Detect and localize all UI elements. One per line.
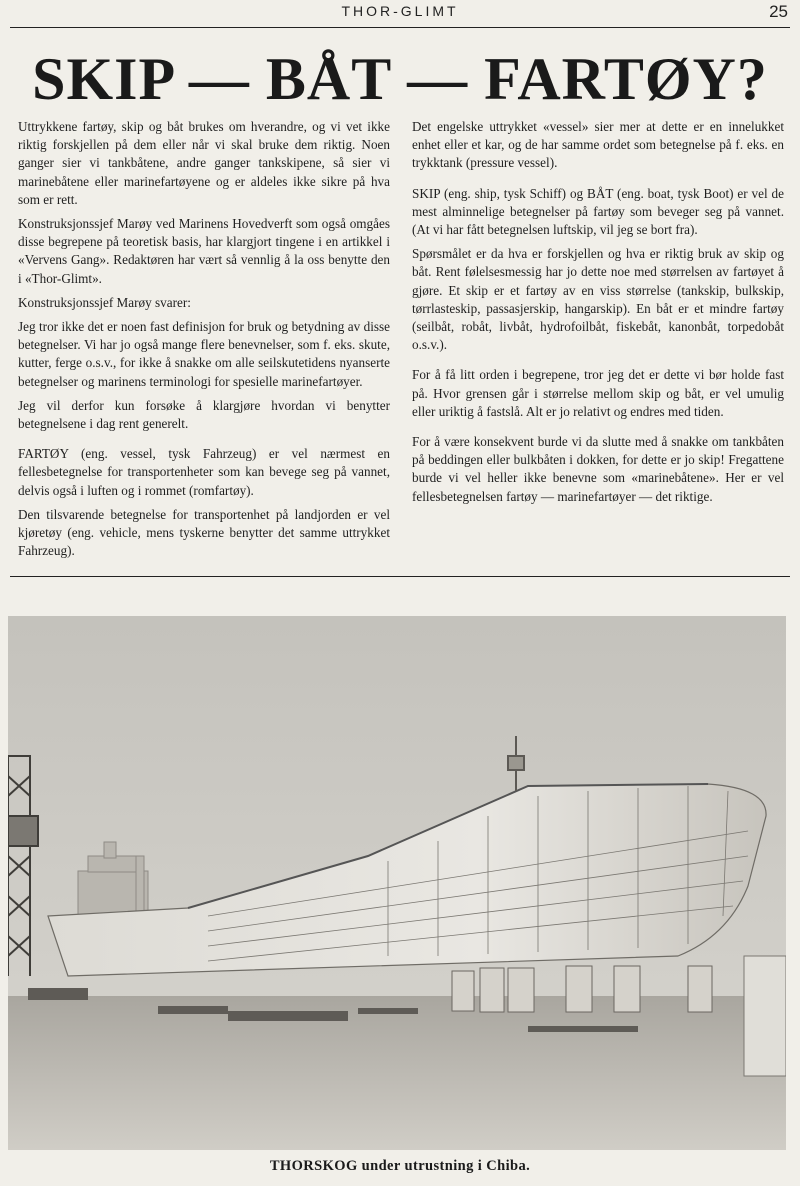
paragraph: Konstruksjonssjef Marøy svarer: — [18, 294, 191, 310]
running-head: THOR-GLIMT — [341, 3, 459, 19]
paragraph: SKIP (eng. ship, tysk Schiff) og BÅT (eng. boat, tysk Boot) er vel de mest alminnelige betegnelser på fartøy som beveger seg på vannet. (At vi har fått betegnelsen luftskip, vil jeg se bort fra). — [412, 185, 784, 238]
photo-caption: THORSKOG under utrustning i Chiba. — [269, 1158, 531, 1174]
ship-illustration — [8, 616, 786, 1150]
paragraph: Den tilsvarende betegnelse for transportenhet på landjorden er vel kjøretøy (eng. vehicle, mens tyskerne benytter det samme uttrykket Fahrzeug). — [18, 506, 390, 559]
paragraph: Uttrykkene fartøy, skip og båt brukes om hverandre, og vi vet ikke riktig forskjellen på dem eller når vi skal bruke dem riktig. Noen ganger sier vi tankbåtene, andre ganger tankskipene, så sier vi marinebåtene eller marinefartøyene og er aldeles ikke sikre på hva som er rett. — [18, 119, 390, 207]
paragraph: Jeg tror ikke det er noen fast definisjon for bruk og betydning av disse betegnelser. Vi har jo også mange flere benevnelser, som f. eks. skute, kutter, ferge o.s.v., for ikke å snakke om alle seilskutetidens nyanserte betegnelser og marinens terminologi for spesielle marinefartøyer. — [18, 319, 390, 389]
paragraph: For å være konsekvent burde vi da slutte med å snakke om tankbåten på beddingen eller bulkbåten i dokken, for dette er jo skip! Fregattene burde vi vel heller ikke benevne som «marinebåtene». Her er vel fellesbetegnelsen fartøy — marinefartøyer — det riktige. — [412, 434, 784, 504]
paragraph: Jeg vil derfor kun forsøke å klargjøre hvordan vi benytter betegnelsene i dag rent generelt. — [18, 397, 390, 432]
page-number: 25 — [769, 2, 788, 21]
article-title: SKIP — BÅT — FARTØY? — [32, 46, 768, 112]
paragraph: Det engelske uttrykket «vessel» sier mer at dette er en innelukket enhet eller et kar, og de har samme ordet som betegnelse på f. eks. en trykktank (pressure vessel). — [412, 119, 784, 171]
left-column — [18, 118, 390, 566]
paragraph: For å få litt orden i begrepene, tror jeg det er dette vi bør holde fast på. Hvor grensen går i størrelse mellom skip og båt, er vel umulig eller uriktig å fastslå. Alt er jo relativt og endres med tiden. — [412, 367, 784, 419]
paragraph: FARTØY (eng. vessel, tysk Fahrzeug) er vel nærmest en fellesbetegnelse for transportenheter som kan bevege seg på vannet, delvis også i luften og i rommet (romfartøy). — [18, 446, 390, 498]
ship-photo — [8, 616, 786, 1150]
right-column — [412, 118, 784, 512]
section-divider — [10, 576, 790, 577]
paragraph: Spørsmålet er da hva er forskjellen og hva er riktig bruk av skip og båt. Rent følelsesmessig har jo dette noe med størrelsen av fartøyet å gjøre. Et skip er et fartøy av en viss størrelse (tankskip, bulkskip, tørrlasteskip, passasjerskip, hangarskip). En båt er et mindre fartøy (seilbåt, robåt, livbåt, hydrofoilbåt, fiskebåt, kanonbåt, torpedobåt o.s.v.). — [412, 246, 784, 353]
page-header — [10, 0, 790, 28]
paragraph: Konstruksjonssjef Marøy ved Marinens Hovedverft som også omgåes disse begrepene på teoretisk basis, har klargjort tingene i en artikkel i «Vervens Gang». Redaktøren har vært så vennlig å la oss benytte den i «Thor-Glimt». — [18, 216, 390, 286]
